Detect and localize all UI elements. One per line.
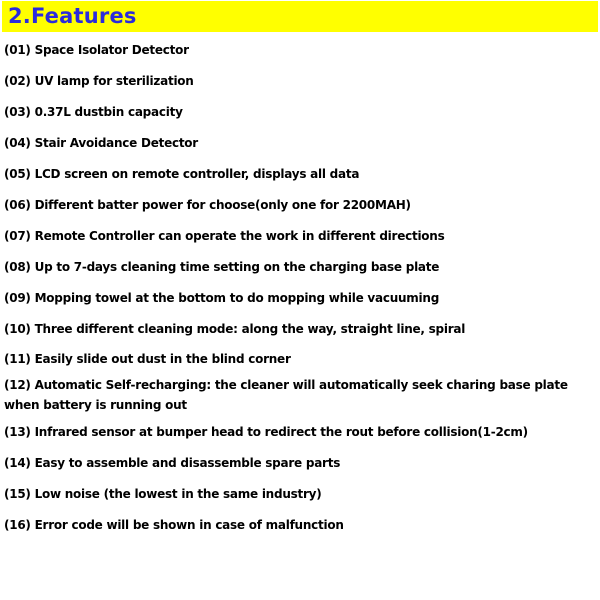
feature-item: (02) UV lamp for sterilization (4, 74, 194, 88)
feature-item: (13) Infrared sensor at bumper head to redirect the rout before collision(1-2cm) (4, 425, 528, 439)
feature-item: (16) Error code will be shown in case of malfunction (4, 518, 344, 532)
feature-item: (05) LCD screen on remote controller, displays all data (4, 167, 360, 181)
feature-item: (03) 0.37L dustbin capacity (4, 105, 183, 119)
feature-item: (10) Three different cleaning mode: along the way, straight line, spiral (4, 322, 466, 336)
feature-item: (15) Low noise (the lowest in the same industry) (4, 487, 322, 501)
feature-item: (14) Easy to assemble and disassemble spare parts (4, 456, 341, 470)
feature-item: (09) Mopping towel at the bottom to do mopping while vacuuming (4, 291, 440, 305)
feature-item: (12) Automatic Self-recharging: the cleaner will automatically seek charing base plate when battery is running out (4, 378, 568, 412)
feature-item: (06) Different batter power for choose(only one for 2200MAH) (4, 198, 411, 212)
feature-item: (04) Stair Avoidance Detector (4, 136, 198, 150)
feature-item: (11) Easily slide out dust in the blind corner (4, 352, 291, 366)
feature-item: (08) Up to 7-days cleaning time setting on the charging base plate (4, 260, 440, 274)
feature-item: (01) Space Isolator Detector (4, 43, 189, 57)
section-header-bar (2, 1, 598, 32)
feature-item: (07) Remote Controller can operate the work in different directions (4, 229, 445, 243)
section-title: 2.Features (8, 4, 137, 28)
